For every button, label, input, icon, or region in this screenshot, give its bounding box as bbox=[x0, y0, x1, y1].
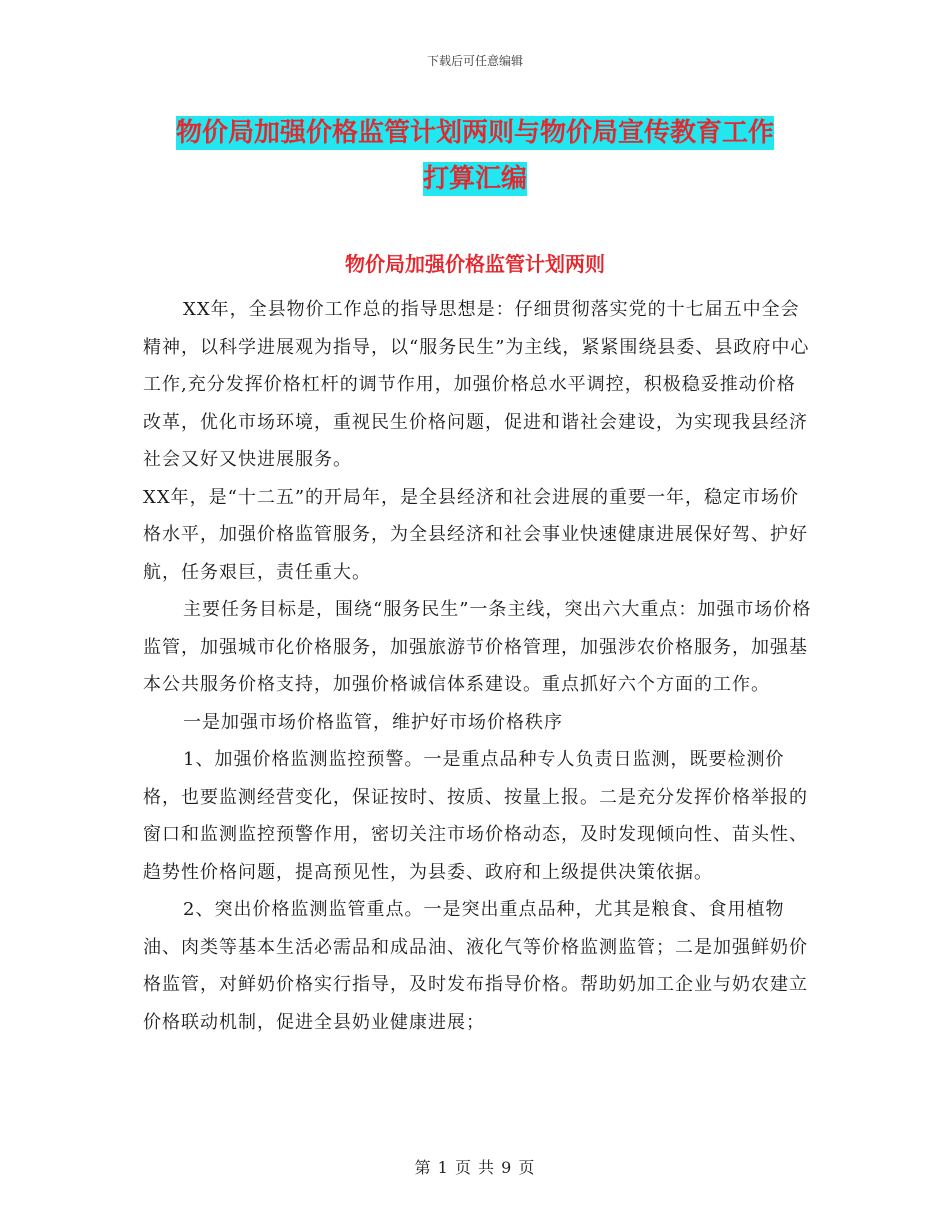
document-title-line-1: 物价局加强价格监管计划两则与物价局宣传教育工作 bbox=[175, 118, 774, 148]
paragraph: XX年，全县物价工作总的指导思想是：仔细贯彻落实党的十七届五中全会精神，以科学进展观为指导，以“服务民生”为主线，紧紧围绕县委、县政府中心工作,充分发挥价格杠杆的调节作用，加强价格总水平调控，积极稳妥推动价格改革，优化市场环境，重视民生价格问题，促进和谐社会建设，为实现我县经济社会又好又快进展服务。 bbox=[143, 299, 810, 470]
paragraph: XX年，是“十二五”的开局年，是全县经济和社会进展的重要一年，稳定市场价格水平，加强价格监管服务，为全县经济和社会事业快速健康进展保好驾、护好航，任务艰巨，责任重大。 bbox=[143, 486, 808, 583]
document-title bbox=[0, 110, 950, 202]
page-number-footer: 第 1 页 共 9 页 bbox=[414, 1158, 536, 1177]
paragraph: 主要任务目标是，围绕“服务民生”一条主线，突出六大重点：加强市场价格监管，加强城市化价格服务，加强旅游节价格管理，加强涉农价格服务，加强基本公共服务价格支持，加强价格诚信体系建设。重点抓好六个方面的工作。 bbox=[143, 599, 812, 695]
paragraph: 一是加强市场价格监管，维护好市场价格秩序 bbox=[183, 711, 563, 733]
paragraph: 1、加强价格监测监控预警。一是重点品种专人负责日监测，既要检测价格，也要监测经营变化，保证按时、按质、按量上报。二是充分发挥价格举报的窗口和监测监控预警作用，密切关注市场价格动态，及时发现倾向性、苗头性、趋势性价格问题，提高预见性，为县委、政府和上级提供决策依据。 bbox=[143, 749, 808, 883]
body-text bbox=[143, 291, 813, 1041]
document-title-line-2: 打算汇编 bbox=[422, 164, 527, 194]
paragraph: 2、突出价格监测监管重点。一是突出重点品种，尤其是粮食、食用植物油、肉类等基本生活必需品和成品油、液化气等价格监测监管；二是加强鲜奶价格监管，对鲜奶价格实行指导，及时发布指导价格。帮助奶加工企业与奶农建立价格联动机制，促进全县奶业健康进展； bbox=[143, 899, 808, 1033]
section-title: 物价局加强价格监管计划两则 bbox=[345, 252, 605, 276]
header-note: 下载后可任意编辑 bbox=[426, 54, 523, 68]
